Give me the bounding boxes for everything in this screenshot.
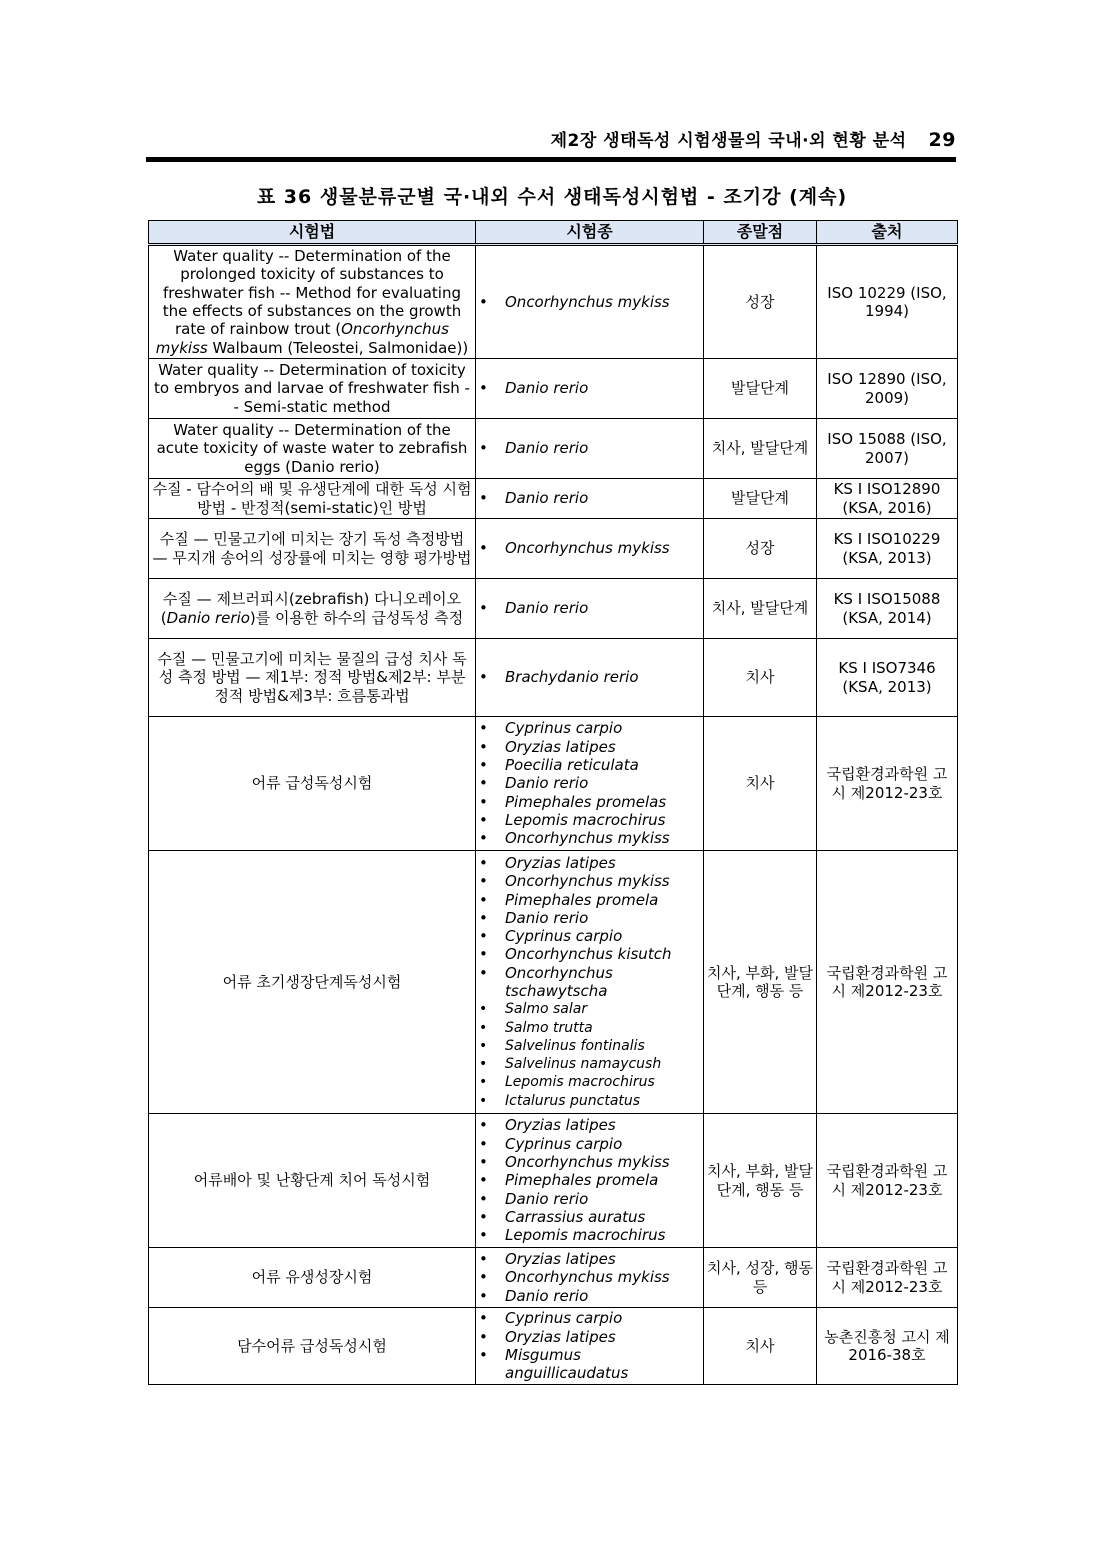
species-item: • Oncorhynchus mykiss	[479, 829, 700, 847]
test-method-cell	[149, 717, 476, 851]
endpoint-cell: 치사, 성장, 행동 등	[704, 1248, 817, 1308]
endpoint-cell: 치사, 발달단계	[704, 419, 817, 479]
table-row	[149, 1308, 958, 1385]
test-species-cell	[476, 717, 704, 851]
test-method-cell	[149, 479, 476, 519]
species-item: • Danio rerio	[479, 909, 700, 927]
column-header-method: 시험법	[149, 221, 476, 245]
table-row	[149, 1114, 958, 1248]
endpoint-cell: 치사, 발달단계	[704, 579, 817, 639]
species-item: • Danio rerio	[479, 1190, 700, 1208]
species-item: • Danio rerio	[479, 1287, 700, 1305]
column-header-source: 출처	[817, 221, 958, 245]
test-method-cell	[149, 1308, 476, 1385]
species-item: • Danio rerio	[479, 379, 700, 397]
species-list	[479, 1116, 700, 1244]
species-item: • Brachydanio rerio	[479, 668, 700, 686]
table-body	[149, 245, 958, 1385]
table-title: 표 36 생물분류군별 국·내외 수서 생태독성시험법 - 조기강 (계속)	[256, 186, 848, 208]
species-list	[479, 854, 700, 1000]
test-method-text: Water quality -- Determination of the acute toxicity of waste water to zebrafish eggs (Danio rerio)	[156, 421, 468, 476]
species-item: • Oryzias latipes	[479, 1250, 700, 1268]
test-method-cell	[149, 419, 476, 479]
species-item: • Oncorhynchus mykiss	[479, 1153, 700, 1171]
source-cell: KS I ISO7346 (KSA, 2013)	[817, 639, 958, 717]
test-method-cell	[149, 1114, 476, 1248]
species-item: • Lepomis macrochirus	[479, 1073, 700, 1091]
species-item: • Carrassius auratus	[479, 1208, 700, 1226]
test-method-text: Water quality -- Determination of the prolonged toxicity of substances to freshwater fish -- Method for evaluating the effects of substances on the growth rate of rainbow trout (	[162, 247, 462, 339]
species-list	[479, 599, 700, 617]
test-method-text-tail: )를 이용한 하수의 급성독성 측정	[249, 608, 464, 627]
source-cell: 국립환경과학원 고시 제2012-23호	[817, 1114, 958, 1248]
endpoint-cell: 발달단계	[704, 479, 817, 519]
species-list	[479, 668, 700, 686]
table-row	[149, 245, 958, 359]
species-item: • Pimephales promela	[479, 891, 700, 909]
table-row	[149, 851, 958, 1114]
species-list	[479, 293, 700, 311]
species-item: • Oryzias latipes	[479, 1116, 700, 1134]
endpoint-cell: 발달단계	[704, 359, 817, 419]
species-item: • Danio rerio	[479, 439, 700, 457]
species-item: • Oncorhynchus tschawytscha	[479, 964, 700, 1001]
table-row	[149, 519, 958, 579]
test-method-text: 담수어류 급성독성시험	[237, 1336, 387, 1355]
test-method-text: 수질 - 담수어의 배 및 유생단계에 대한 독성 시험 방법 - 반정적(semi-static)인 방법	[152, 480, 472, 517]
test-method-text: 수질 — 민물고기에 미치는 장기 독성 측정방법 — 무지개 송어의 성장률에 미치는 영향 평가방법	[152, 530, 472, 567]
test-species-cell	[476, 359, 704, 419]
species-list-small	[479, 1000, 700, 1110]
source-cell: KS I ISO10229 (KSA, 2013)	[817, 519, 958, 579]
test-species-cell	[476, 639, 704, 717]
test-method-text: Water quality -- Determination of toxicity to embryos and larvae of freshwater fish -- Semi-static method	[154, 361, 470, 416]
table-header-row	[149, 221, 958, 245]
source-cell: 국립환경과학원 고시 제2012-23호	[817, 717, 958, 851]
test-method-text: 수질 — 민물고기에 미치는 물질의 급성 치사 독성 측정 방법 — 제1부: 정적 방법&제2부: 부분 정적 방법&제3부: 흐름통과법	[157, 650, 467, 705]
species-list	[479, 719, 700, 847]
species-list	[479, 1250, 700, 1305]
endpoint-cell: 치사, 부화, 발달단계, 행동 등	[704, 1114, 817, 1248]
test-species-cell	[476, 519, 704, 579]
species-item: • Lepomis macrochirus	[479, 811, 700, 829]
species-item: • Danio rerio	[479, 599, 700, 617]
test-method-cell	[149, 639, 476, 717]
species-item: • Poecilia reticulata	[479, 756, 700, 774]
table-row	[149, 579, 958, 639]
table-row	[149, 419, 958, 479]
test-species-cell	[476, 479, 704, 519]
test-method-text: 어류 유생성장시험	[251, 1268, 373, 1287]
species-item: • Cyprinus carpio	[479, 927, 700, 945]
test-method-text: 어류 급성독성시험	[251, 774, 373, 793]
endpoint-cell: 치사, 부화, 발달단계, 행동 등	[704, 851, 817, 1114]
test-method-scientific-name: Oncorhynchus mykiss	[155, 320, 449, 357]
source-cell: 농촌진흥청 고시 제2016-38호	[817, 1308, 958, 1385]
species-item: • Oryzias latipes	[479, 854, 700, 872]
species-item: • Danio rerio	[479, 774, 700, 792]
species-item: • Oncorhynchus mykiss	[479, 293, 700, 311]
species-item: • Ictalurus punctatus	[479, 1092, 700, 1110]
species-list	[479, 439, 700, 457]
test-species-cell	[476, 1114, 704, 1248]
test-species-cell	[476, 579, 704, 639]
test-species-cell	[476, 1308, 704, 1385]
endpoint-cell: 성장	[704, 245, 817, 359]
column-header-species: 시험종	[476, 221, 704, 245]
species-list	[479, 1309, 700, 1382]
test-method-scientific-name: Danio rerio	[166, 608, 250, 627]
species-item: • Salmo salar	[479, 1000, 700, 1018]
test-method-text: 수질 — 제브러피시(zebrafish) 다니오레이오(	[160, 590, 462, 627]
test-method-cell	[149, 519, 476, 579]
species-item: • Misgumus anguillicaudatus	[479, 1346, 700, 1383]
species-list	[479, 489, 700, 507]
column-header-endpoint: 종말점	[704, 221, 817, 245]
test-method-text: 어류배아 및 난황단계 치어 독성시험	[193, 1171, 431, 1190]
test-method-cell	[149, 245, 476, 359]
test-species-cell	[476, 419, 704, 479]
source-cell: KS I ISO15088 (KSA, 2014)	[817, 579, 958, 639]
species-item: • Oncorhynchus mykiss	[479, 539, 700, 557]
species-item: • Pimephales promela	[479, 1171, 700, 1189]
test-species-cell	[476, 851, 704, 1114]
endpoint-cell: 치사	[704, 717, 817, 851]
source-cell: ISO 15088 (ISO, 2007)	[817, 419, 958, 479]
running-header	[148, 126, 956, 156]
species-item: • Cyprinus carpio	[479, 719, 700, 737]
source-cell: ISO 12890 (ISO, 2009)	[817, 359, 958, 419]
test-method-cell	[149, 359, 476, 419]
endpoint-cell: 치사	[704, 639, 817, 717]
endpoint-cell: 치사	[704, 1308, 817, 1385]
source-cell: 국립환경과학원 고시 제2012-23호	[817, 851, 958, 1114]
page-number: 29	[928, 129, 956, 151]
test-method-cell	[149, 1248, 476, 1308]
table-row	[149, 639, 958, 717]
test-method-text-tail: Walbaum (Teleostei, Salmonidae))	[207, 338, 469, 357]
species-item: • Oryzias latipes	[479, 1328, 700, 1346]
species-item: • Pimephales promelas	[479, 793, 700, 811]
species-list	[479, 379, 700, 397]
test-method-cell	[149, 579, 476, 639]
species-item: • Oryzias latipes	[479, 738, 700, 756]
test-method-cell	[149, 851, 476, 1114]
source-cell: ISO 10229 (ISO, 1994)	[817, 245, 958, 359]
toxicity-test-table	[148, 220, 958, 1385]
test-method-text: 어류 초기생장단계독성시험	[222, 972, 402, 991]
species-item: • Salmo trutta	[479, 1019, 700, 1037]
species-item: • Salvelinus namaycush	[479, 1055, 700, 1073]
endpoint-cell: 성장	[704, 519, 817, 579]
table-row	[149, 479, 958, 519]
species-item: • Cyprinus carpio	[479, 1309, 700, 1327]
header-rule	[146, 157, 956, 162]
test-species-cell	[476, 245, 704, 359]
species-list	[479, 539, 700, 557]
species-item: • Oncorhynchus mykiss	[479, 1268, 700, 1286]
species-item: • Cyprinus carpio	[479, 1135, 700, 1153]
table-row	[149, 359, 958, 419]
species-item: • Lepomis macrochirus	[479, 1226, 700, 1244]
species-item: • Salvelinus fontinalis	[479, 1037, 700, 1055]
test-species-cell	[476, 1248, 704, 1308]
source-cell: 국립환경과학원 고시 제2012-23호	[817, 1248, 958, 1308]
chapter-title: 제2장 생태독성 시험생물의 국내·외 현황 분석	[550, 131, 907, 151]
table-row	[149, 717, 958, 851]
source-cell: KS I ISO12890 (KSA, 2016)	[817, 479, 958, 519]
species-item: • Oncorhynchus mykiss	[479, 872, 700, 890]
species-item: • Danio rerio	[479, 489, 700, 507]
table-row	[149, 1248, 958, 1308]
species-item: • Oncorhynchus kisutch	[479, 945, 700, 963]
